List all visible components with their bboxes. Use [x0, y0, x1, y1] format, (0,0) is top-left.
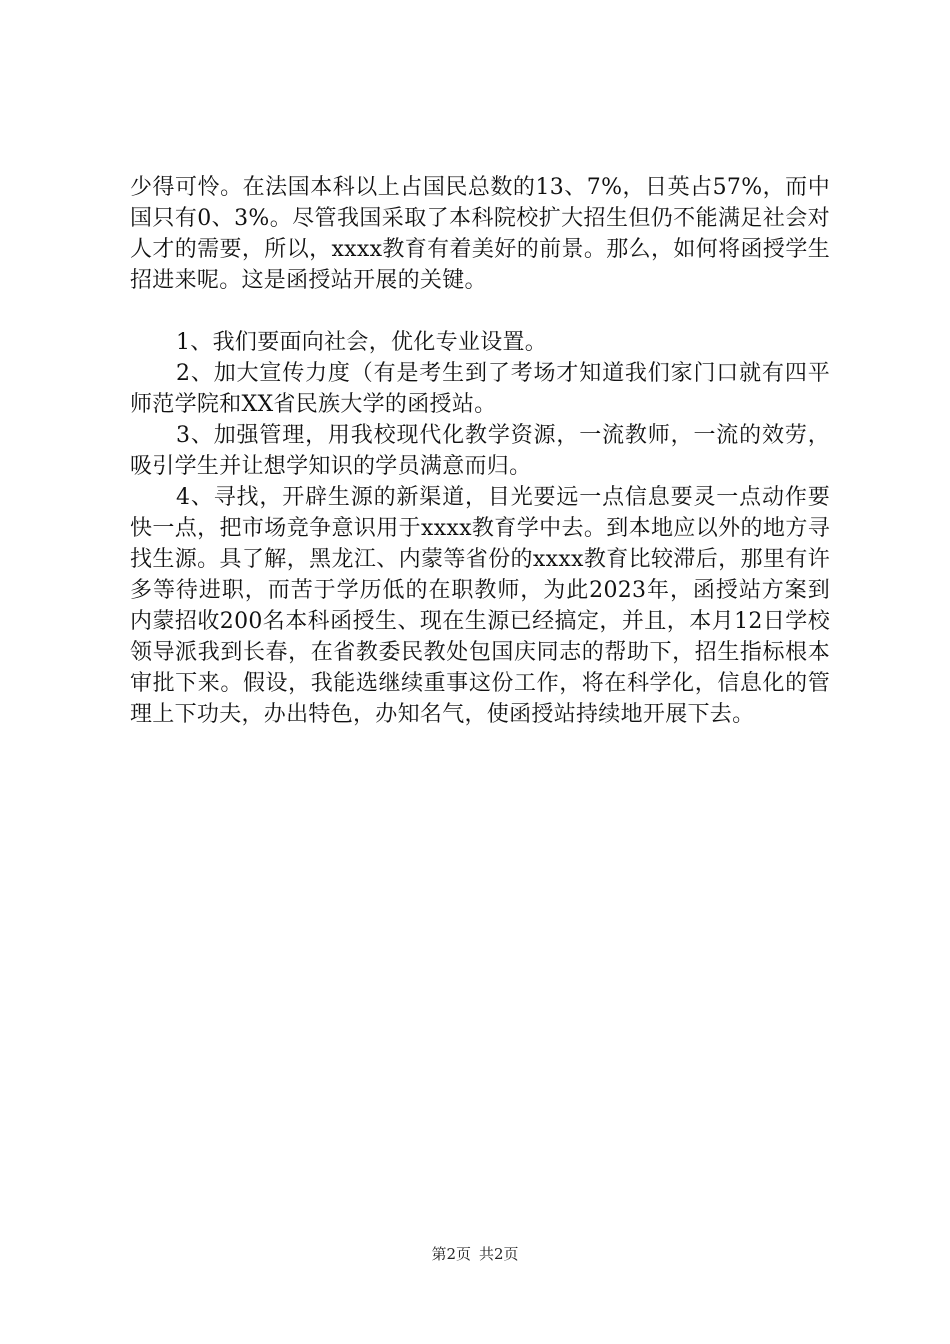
- list-item-3: 3、加强管理，用我校现代化教学资源，一流教师，一流的效劳，吸引学生并让想学知识的学员满意而归。: [130, 423, 830, 479]
- paragraph-spacer: [130, 296, 830, 327]
- list-item-4: 4、寻找，开辟生源的新渠道，目光要远一点信息要灵一点动作要快一点，把市场竞争意识用于xxxx教育学中去。到本地应以外的地方寻找生源。具了解，黑龙江、内蒙等省份的xxxx教育比较滞后，那里有许多等待进职，而苦于学历低的在职教师，为此2023年，函授站方案到内蒙招收200名本科函授生、现在生源已经搞定，并且，本月12日学校领导派我到长春，在省教委民教处包国庆同志的帮助下，招生指标根本审批下来。假设，我能选继续重事这份工作，将在科学化，信息化的管理上下功夫，办出特色，办知名气，使函授站持续地开展下去。: [130, 485, 830, 727]
- document-body: [130, 172, 830, 730]
- page-footer: [0, 1244, 950, 1264]
- list-item-1: 1、我们要面向社会，优化专业设置。: [176, 330, 548, 355]
- page-number: 第2页: [431, 1245, 471, 1263]
- list-item-2: 2、加大宣传力度（有是考生到了考场才知道我们家门口就有四平师范学院和XX省民族大学的函授站。: [130, 361, 830, 417]
- paragraph-intro: 少得可怜。在法国本科以上占国民总数的13、7%，日英占57%，而中国只有0、3%。尽管我国采取了本科院校扩大招生但仍不能满足社会对人才的需要，所以，xxxx教育有着美好的前景。那么，如何将函授学生招进来呢。这是函授站开展的关键。: [130, 175, 830, 293]
- page-total: 共2页: [479, 1245, 519, 1263]
